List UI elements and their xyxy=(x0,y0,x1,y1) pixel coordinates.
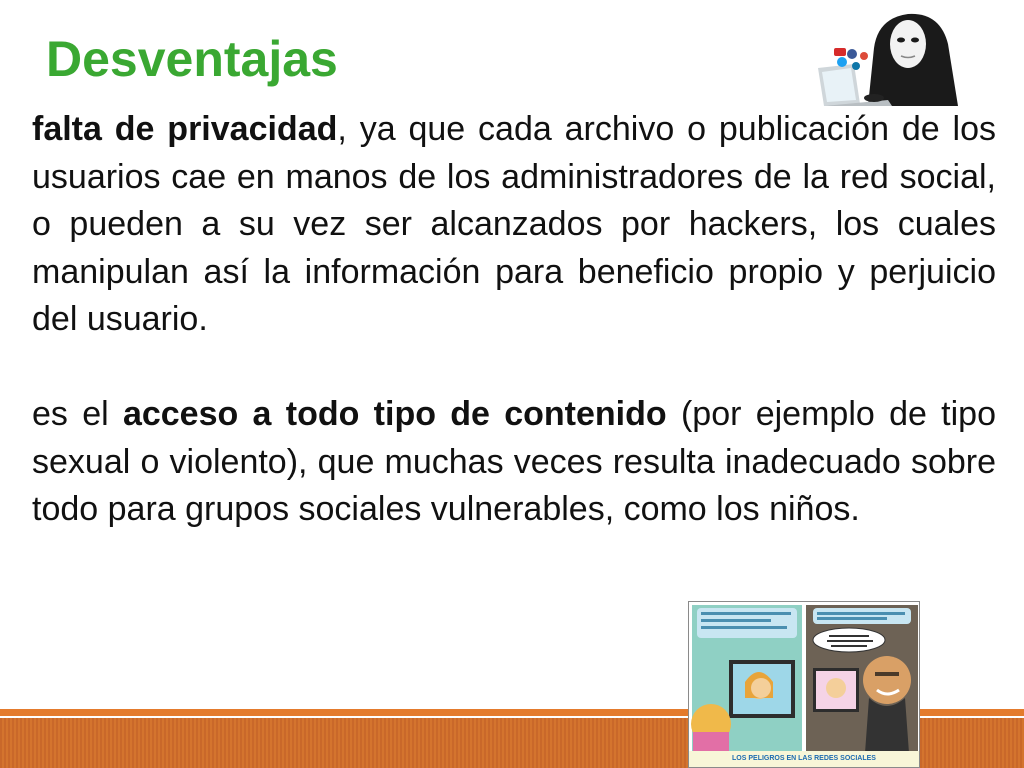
privacy-text: , ya que cada archivo o publicación de los usuarios cae en manos de los administradores de la red social, o pueden a su vez ser alcanzados por hackers, los cuales manipulan así la información para beneficio propio y perjuicio del usuario. xyxy=(32,110,997,338)
comic-illustration xyxy=(688,601,920,768)
paragraph-privacy xyxy=(32,106,996,344)
slide-title: Desventajas xyxy=(46,31,338,87)
slide-body xyxy=(32,106,996,534)
content-access-lead: es el xyxy=(32,395,123,433)
paragraph-content-access xyxy=(32,391,996,534)
comic-caption: LOS PELIGROS EN LAS REDES SOCIALES xyxy=(689,751,919,767)
content-access-text: (por ejemplo de tipo sexual o violento), que muchas veces resulta inadecuado sobre todo para grupos sociales vulnerables, como los niños. xyxy=(32,395,996,528)
hacker-illustration xyxy=(808,8,970,106)
privacy-heading: falta de privacidad xyxy=(32,110,338,148)
comic-panels xyxy=(689,602,920,753)
content-access-heading: acceso a todo tipo de contenido xyxy=(122,395,667,433)
